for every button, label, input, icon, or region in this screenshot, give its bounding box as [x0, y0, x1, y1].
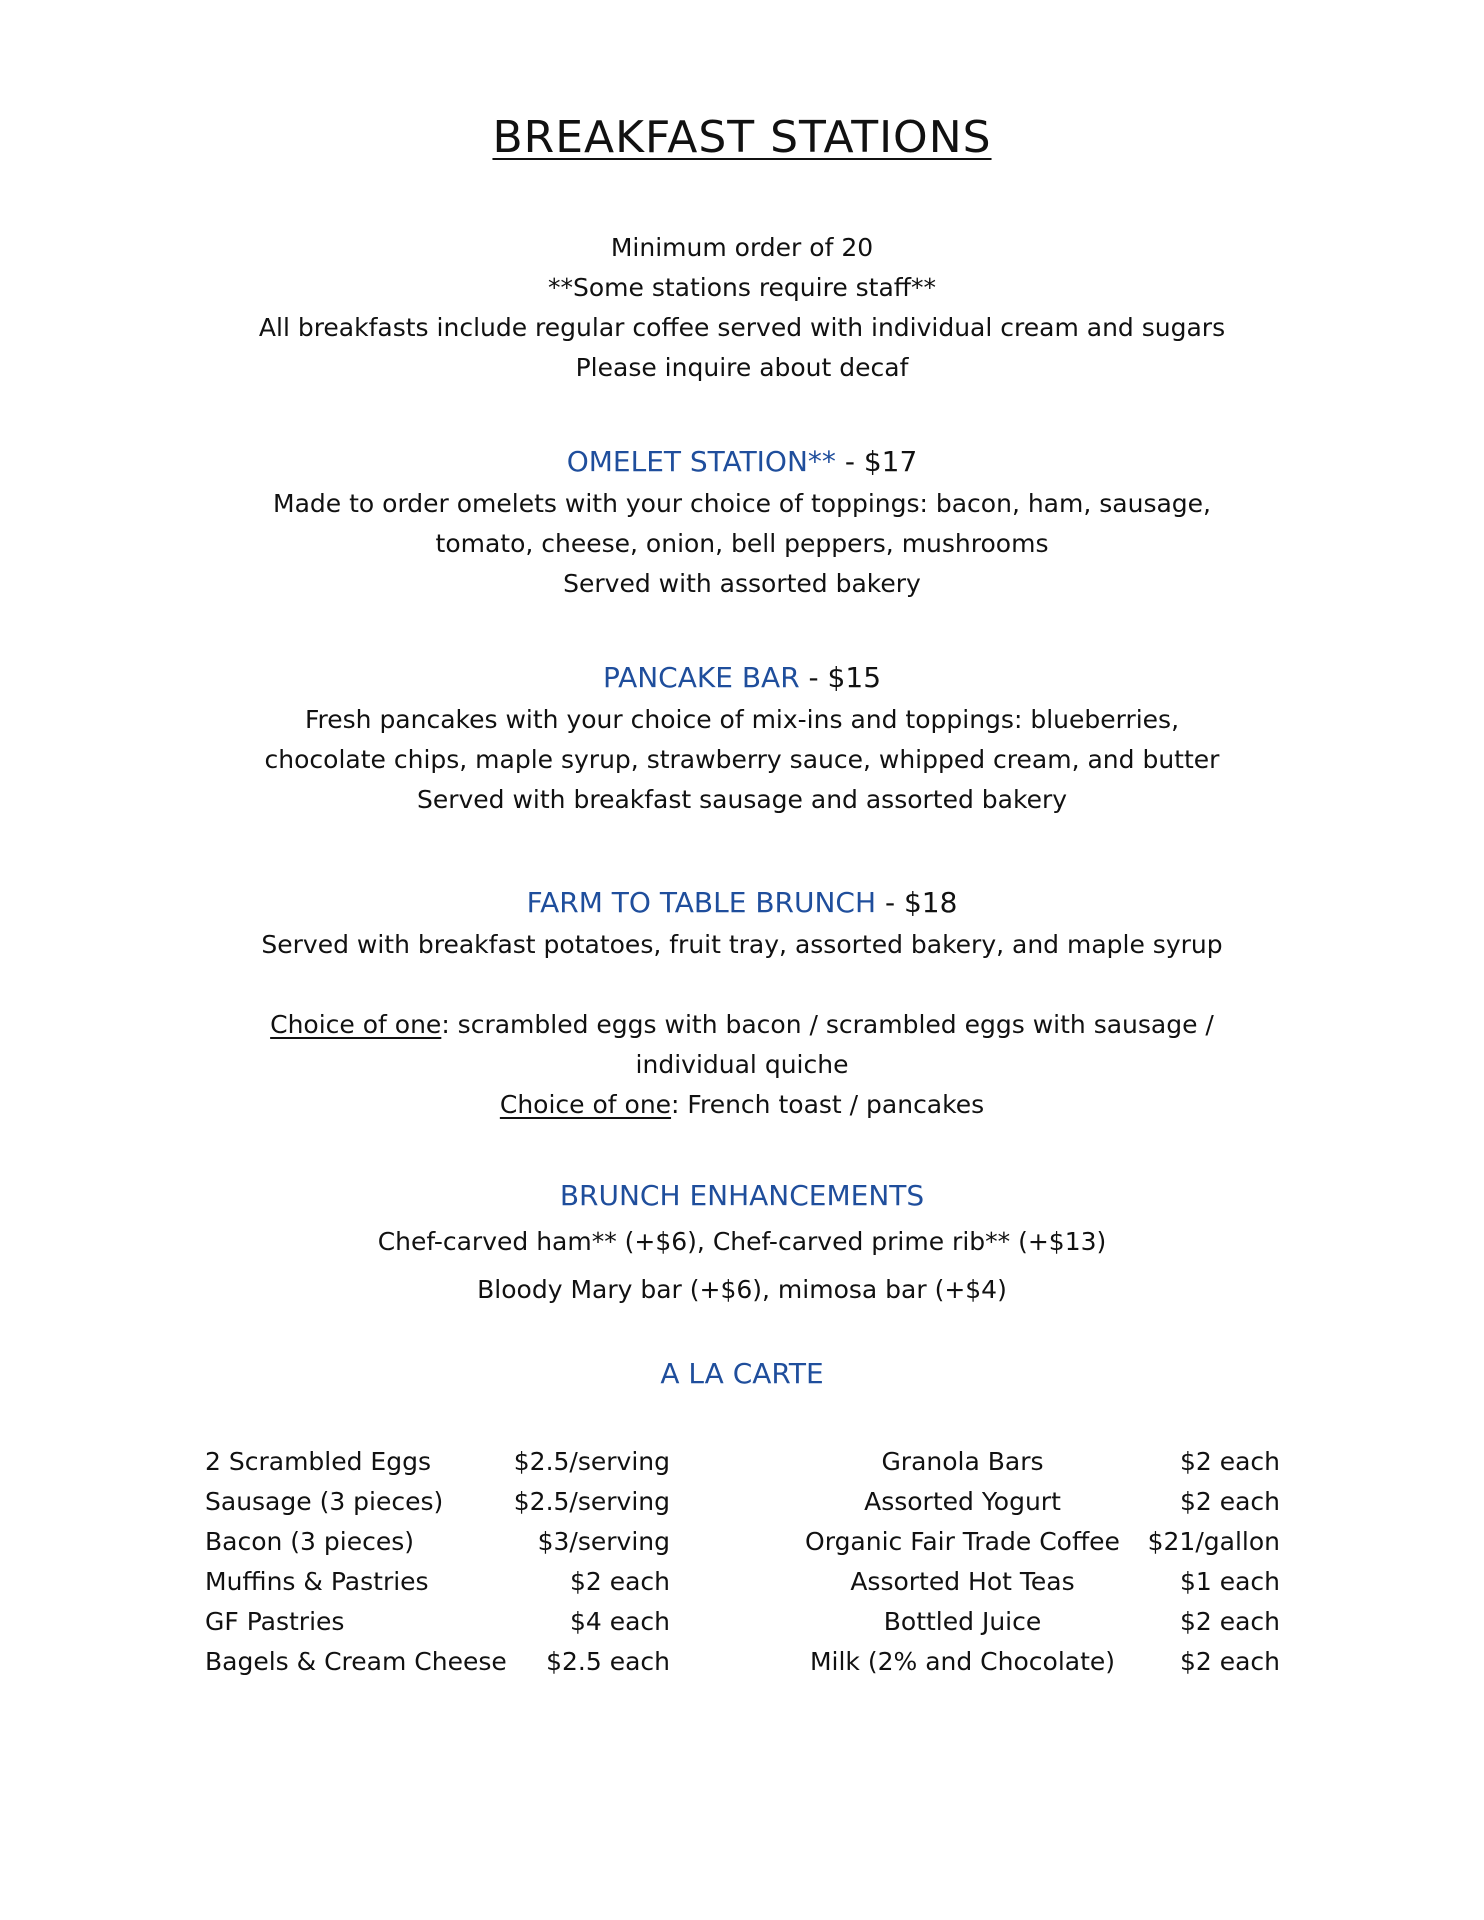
- a-la-carte-right-list: [800, 1442, 1280, 1682]
- pancake-bar-heading: [0, 656, 1484, 700]
- item-name: Sausage (3 pieces): [205, 1487, 444, 1516]
- list-item: [205, 1642, 670, 1682]
- item-price: $2 each: [1179, 1607, 1280, 1636]
- item-name: Assorted Yogurt: [864, 1487, 1061, 1516]
- pancake-bar-name: PANCAKE BAR: [602, 661, 800, 694]
- list-item: [205, 1602, 670, 1642]
- pancake-description-line: chocolate chips, maple syrup, strawberry sauce, whipped cream, and butter: [264, 745, 1220, 774]
- brunch-choice-line: [0, 1005, 1484, 1045]
- list-item: [800, 1482, 1280, 1522]
- a-la-carte-left-list: [205, 1442, 670, 1682]
- page-title: BREAKFAST STATIONS: [492, 112, 992, 163]
- pancake-description-line: Fresh pancakes with your choice of mix-ins and toppings: blueberries,: [304, 705, 1180, 734]
- choice-options: : French toast / pancakes: [671, 1090, 985, 1119]
- omelet-station-name: OMELET STATION**: [566, 445, 836, 478]
- omelet-station-heading: [0, 440, 1484, 484]
- item-price: $2 each: [569, 1567, 670, 1596]
- item-price: $3/serving: [537, 1527, 670, 1556]
- brunch-enhancements-heading: BRUNCH ENHANCEMENTS: [559, 1179, 925, 1212]
- enhancement-line: Bloody Mary bar (+$6), mimosa bar (+$4): [477, 1275, 1007, 1304]
- intro-line: Please inquire about decaf: [575, 353, 909, 382]
- intro-line: **Some stations require staff**: [547, 273, 937, 302]
- choice-options: : scrambled eggs with bacon / scrambled eggs with sausage /: [441, 1010, 1214, 1039]
- item-price: $1 each: [1179, 1567, 1280, 1596]
- intro-line: Minimum order of 20: [610, 233, 874, 262]
- pancake-bar-price: - $15: [799, 661, 882, 694]
- item-name: Organic Fair Trade Coffee: [805, 1527, 1120, 1556]
- pancake-bar-section: [0, 656, 1484, 820]
- item-price: $2.5/serving: [513, 1447, 670, 1476]
- brunch-served-line: Served with breakfast potatoes, fruit tray, assorted bakery, and maple syrup: [261, 930, 1223, 959]
- intro-notes: [0, 228, 1484, 388]
- item-name: Milk (2% and Chocolate): [809, 1647, 1116, 1676]
- item-name: 2 Scrambled Eggs: [205, 1447, 431, 1476]
- brunch-choice-line: [0, 1085, 1484, 1125]
- item-price: $2 each: [1179, 1447, 1280, 1476]
- item-name: Bottled Juice: [883, 1607, 1042, 1636]
- list-item: [205, 1562, 670, 1602]
- farm-to-table-brunch-name: FARM TO TABLE BRUNCH: [526, 886, 877, 919]
- item-price: $2.5/serving: [513, 1487, 670, 1516]
- brunch-choice-continuation: individual quiche: [635, 1050, 849, 1079]
- list-item: [800, 1442, 1280, 1482]
- list-item: [205, 1482, 670, 1522]
- farm-to-table-brunch-heading: [0, 881, 1484, 925]
- pancake-description-line: Served with breakfast sausage and assorted bakery: [416, 785, 1068, 814]
- list-item: [800, 1602, 1280, 1642]
- a-la-carte-heading: A LA CARTE: [660, 1357, 824, 1390]
- list-item: [205, 1442, 670, 1482]
- omelet-station-price: - $17: [835, 445, 918, 478]
- item-name: GF Pastries: [205, 1607, 345, 1636]
- a-la-carte-section: [0, 1352, 1484, 1396]
- item-name: Muffins & Pastries: [205, 1567, 429, 1596]
- farm-to-table-brunch-price: - $18: [876, 886, 958, 919]
- item-price: $4 each: [569, 1607, 670, 1636]
- item-name: Granola Bars: [881, 1447, 1044, 1476]
- brunch-enhancements-section: [0, 1174, 1484, 1310]
- choice-label: Choice of one: [270, 1010, 442, 1039]
- omelet-description-line: Served with assorted bakery: [563, 569, 921, 598]
- omelet-station-section: [0, 440, 1484, 604]
- item-name: Bacon (3 pieces): [205, 1527, 415, 1556]
- omelet-description-line: tomato, cheese, onion, bell peppers, mushrooms: [435, 529, 1049, 558]
- item-price: $2 each: [1179, 1487, 1280, 1516]
- intro-line: All breakfasts include regular coffee served with individual cream and sugars: [258, 313, 1226, 342]
- item-name: Assorted Hot Teas: [850, 1567, 1075, 1596]
- item-price: $2 each: [1179, 1647, 1280, 1676]
- list-item: [800, 1562, 1280, 1602]
- item-price: $2.5 each: [546, 1647, 670, 1676]
- list-item: [800, 1642, 1280, 1682]
- item-price: $21/gallon: [1147, 1527, 1280, 1556]
- list-item: [205, 1522, 670, 1562]
- omelet-description-line: Made to order omelets with your choice of toppings: bacon, ham, sausage,: [273, 489, 1211, 518]
- item-name: Bagels & Cream Cheese: [205, 1647, 507, 1676]
- enhancement-line: Chef-carved ham** (+$6), Chef-carved prime rib** (+$13): [377, 1227, 1107, 1256]
- choice-label: Choice of one: [499, 1090, 672, 1119]
- farm-to-table-brunch-section: [0, 881, 1484, 1125]
- list-item: [800, 1522, 1280, 1562]
